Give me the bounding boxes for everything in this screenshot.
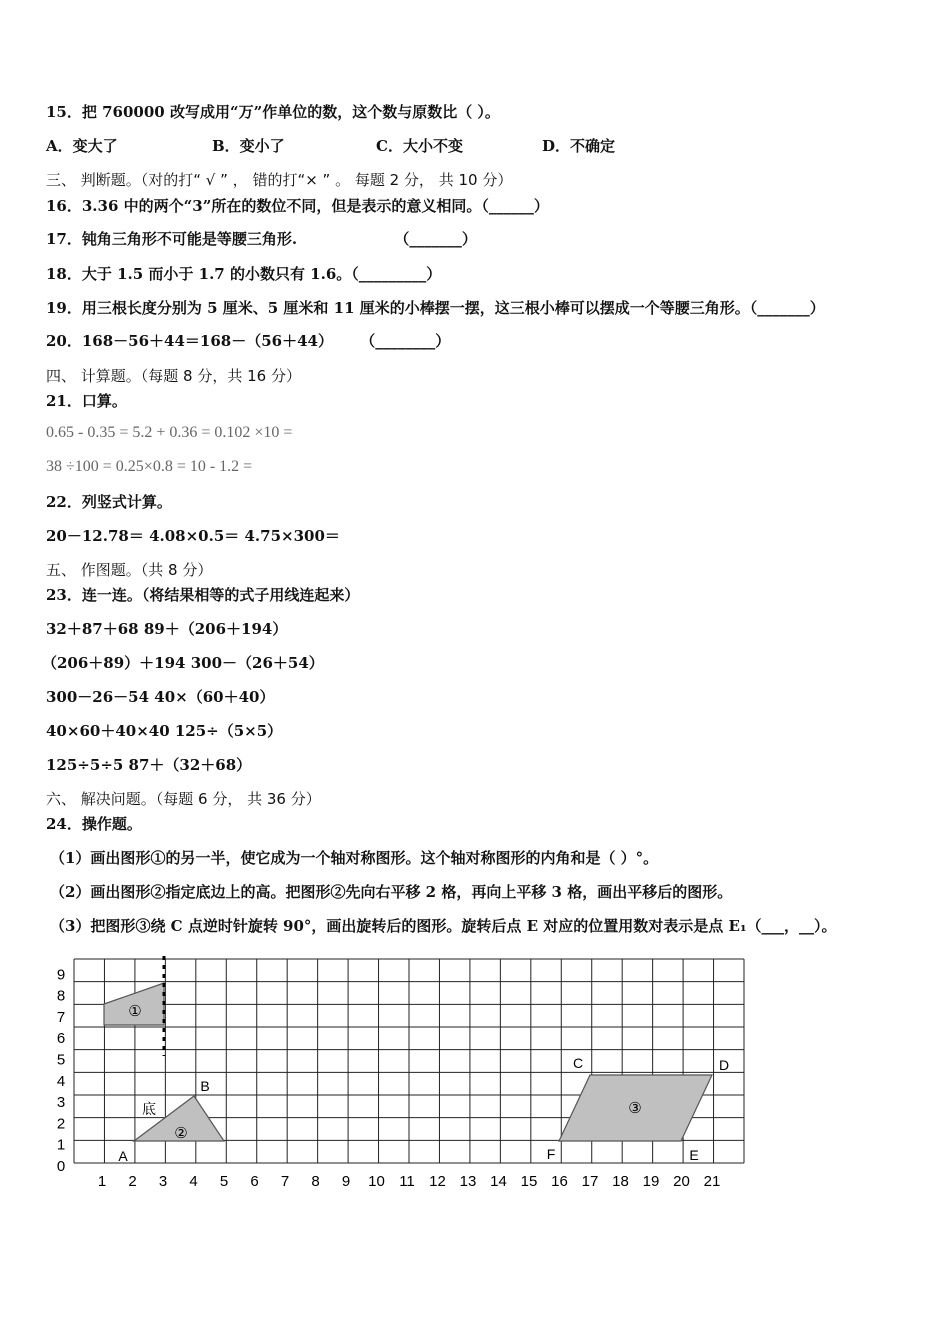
shape-2-label: ② [174,1125,188,1142]
x-axis-tick-label: 7 [280,1173,290,1190]
x-axis-tick-label: 15 [520,1173,538,1190]
q20-statement: 20．168－56＋44＝168－（56＋44） [46,332,333,350]
q15-option-c[interactable]: C．大小不变 [376,137,463,155]
q23-row: 32＋87＋68 89＋（206＋194） [46,620,288,638]
section-4-title: 四、 计算题。（每题 8 分，共 16 分） [46,367,301,385]
x-axis-tick-label: 13 [459,1173,477,1190]
y-axis-tick-label: 2 [56,1115,66,1133]
x-axis-tick-label: 19 [642,1173,660,1190]
x-axis-tick-label: 14 [490,1173,507,1190]
q15-option-d[interactable]: D．不确定 [542,137,616,155]
q15-text: 15．把 760000 改写成用“万”作单位的数，这个数与原数比（ ）。 [46,103,500,121]
q23-row: 125÷5÷5 87＋（32＋68） [46,756,252,774]
q17-answer-blank[interactable]: （_______） [394,230,477,248]
q20-text [46,331,450,351]
x-axis-tick-label: 10 [368,1173,385,1190]
point-d-label: D [718,1057,730,1073]
section-3-title: 三、 判断题。（对的打“ √ ” ， 错的打“× ” 。 每题 2 分， 共 10 分） [46,171,513,189]
shape-1-label: ① [128,1003,142,1020]
point-e-label: E [689,1147,699,1163]
point-a-label: A [118,1148,128,1164]
shape-3-label: ③ [628,1100,642,1117]
point-c-label: C [572,1055,584,1071]
q20-answer-blank[interactable]: （________） [360,332,451,350]
y-axis-tick-label: 3 [56,1094,66,1112]
y-axis-tick-label: 5 [56,1051,66,1069]
q23-row: （206＋89）＋194 300－（26＋54） [42,654,324,672]
x-axis-tick-label: 9 [341,1173,351,1190]
q18-text: 18．大于 1.5 而小于 1.7 的小数只有 1.6。（_________） [46,265,442,283]
q24-part-2: （2）画出图形②指定底边上的高。把图形②先向右平移 2 格，再向上平移 3 格，画出平移后的图形。 [50,883,733,901]
x-axis-tick-label: 21 [703,1173,721,1190]
q23-row: 40×60＋40×40 125÷（5×5） [46,722,283,740]
y-axis-tick-label: 1 [56,1136,66,1154]
q22-items: 20－12.78＝ 4.08×0.5＝ 4.75×300＝ [46,527,340,545]
q15-option-a[interactable]: A．变大了 [46,137,118,155]
q17-text [46,229,477,249]
base-label: 底 [142,1101,156,1117]
point-f-label: F [546,1146,556,1162]
x-axis-labels [98,1173,721,1190]
coordinate-grid-figure [40,946,760,1196]
x-axis-tick-label: 3 [158,1173,168,1190]
x-axis-tick-label: 5 [219,1173,229,1190]
y-axis-tick-label: 8 [56,987,66,1005]
x-axis-tick-label: 16 [551,1173,568,1190]
y-axis-tick-label: 4 [56,1072,66,1090]
y-axis-tick-label: 0 [56,1158,66,1175]
y-axis-labels [57,966,65,1175]
q24-title: 24．操作题。 [46,815,142,833]
x-axis-tick-label: 20 [673,1173,690,1190]
y-axis-tick-label: 6 [56,1030,66,1048]
x-axis-tick-label: 18 [612,1173,629,1190]
x-axis-tick-label: 1 [97,1173,107,1190]
q21-title: 21．口算。 [46,392,127,410]
section-6-title: 六、 解决问题。（每题 6 分， 共 36 分） [46,790,321,808]
x-axis-tick-label: 2 [128,1173,137,1190]
q16-text: 16．3.36 中的两个“3”所在的数位不同，但是表示的意义相同。（______） [46,197,549,215]
q21-row-1: 0.65 - 0.35 = 5.2 + 0.36 = 0.102 ×10 = [46,424,293,441]
y-axis-tick-label: 7 [56,1008,66,1026]
q21-row-2: 38 ÷100 = 0.25×0.8 = 10 - 1.2 = [46,458,253,475]
x-axis-tick-label: 8 [311,1173,320,1190]
q23-row: 300－26－54 40×（60＋40） [46,688,275,706]
x-axis-tick-label: 11 [399,1173,415,1190]
q22-title: 22．列竖式计算。 [46,493,172,511]
section-5-title: 五、 作图题。（共 8 分） [46,561,213,579]
q15-option-b[interactable]: B．变小了 [212,137,285,155]
q17-statement: 17．钝角三角形不可能是等腰三角形. [46,230,298,248]
y-axis-tick-label: 9 [56,966,66,984]
x-axis-tick-label: 6 [250,1173,259,1190]
point-b-label: B [200,1078,210,1094]
q23-title: 23．连一连。（将结果相等的式子用线连起来） [46,586,360,604]
x-axis-tick-label: 4 [189,1173,198,1190]
q24-part-1: （1）画出图形①的另一半，使它成为一个轴对称图形。这个轴对称图形的内角和是（ ）°。 [50,849,659,867]
x-axis-tick-label: 17 [581,1173,599,1190]
x-axis-tick-label: 12 [429,1173,446,1190]
q19-text: 19．用三根长度分别为 5 厘米、5 厘米和 11 厘米的小棒摆一摆，这三根小棒可以摆成一个等腰三角形。（_______） [46,299,825,317]
q24-part-3: （3）把图形③绕 C 点逆时针旋转 90°，画出旋转后的图形。旋转后点 E 对应的位置用数对表示是点 E₁（___，__）。 [50,917,837,935]
